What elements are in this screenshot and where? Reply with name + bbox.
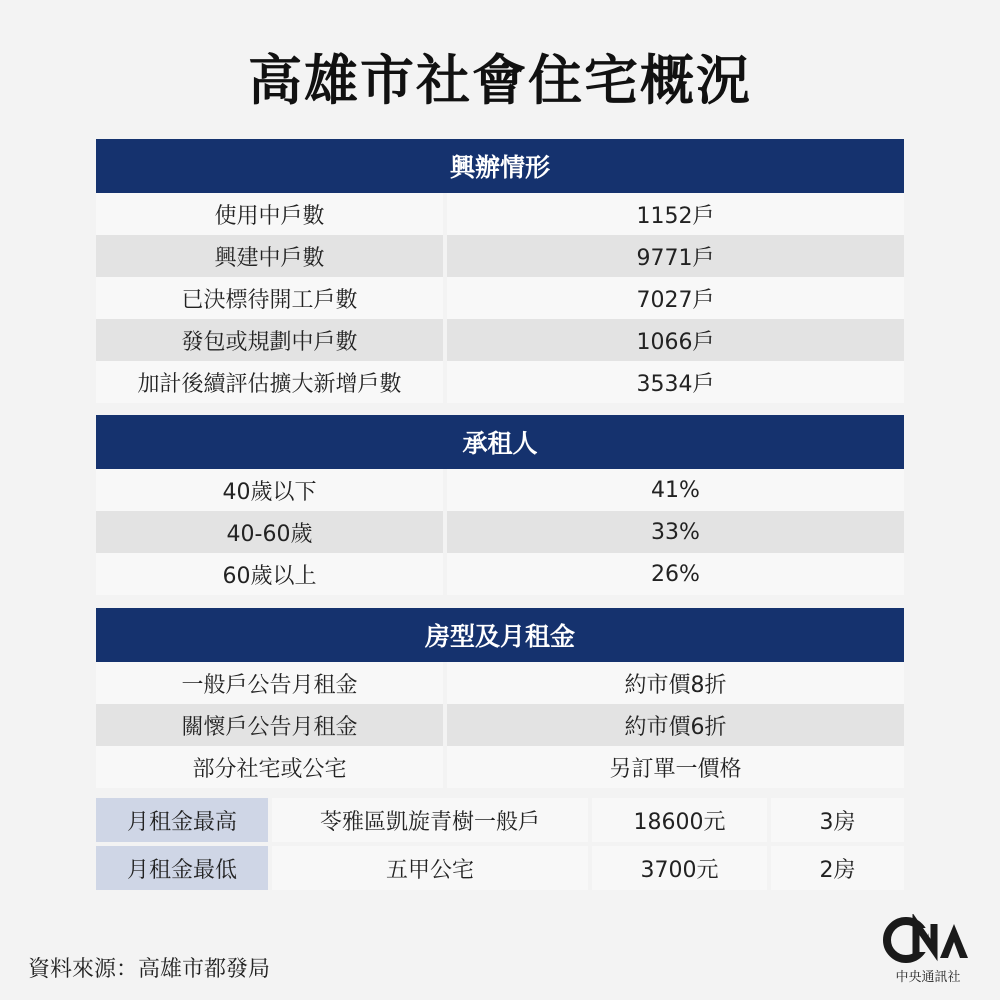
row-value: 7027戶 bbox=[447, 277, 904, 319]
row-value: 3534戶 bbox=[447, 361, 904, 403]
row-value: 約市價8折 bbox=[447, 662, 904, 704]
row-value: 41% bbox=[447, 469, 904, 511]
row-label: 部分社宅或公宅 bbox=[96, 746, 443, 788]
table-row bbox=[96, 662, 904, 704]
row-key: 月租金最低 bbox=[96, 846, 268, 890]
table-row bbox=[96, 193, 904, 235]
page-title: 高雄市社會住宅概況 bbox=[248, 49, 752, 112]
row-value: 1066戶 bbox=[447, 319, 904, 361]
row-label: 已決標待開工戶數 bbox=[96, 277, 443, 319]
housing-name: 五甲公宅 bbox=[272, 846, 588, 890]
table-row bbox=[96, 235, 904, 277]
row-label: 60歲以上 bbox=[96, 553, 443, 595]
table-row bbox=[96, 846, 904, 890]
room-count: 3房 bbox=[771, 798, 904, 842]
row-label: 加計後續評估擴大新增戶數 bbox=[96, 361, 443, 403]
row-key: 月租金最高 bbox=[96, 798, 268, 842]
row-label: 興建中戶數 bbox=[96, 235, 443, 277]
row-value: 33% bbox=[447, 511, 904, 553]
row-label: 40歲以下 bbox=[96, 469, 443, 511]
section-construction-status bbox=[96, 139, 904, 403]
table-row bbox=[96, 511, 904, 553]
section-heading: 承租人 bbox=[96, 415, 904, 469]
rent-price: 3700元 bbox=[592, 846, 767, 890]
section-heading: 房型及月租金 bbox=[96, 608, 904, 662]
table-row bbox=[96, 798, 904, 842]
row-value: 9771戶 bbox=[447, 235, 904, 277]
section-room-types-rent bbox=[96, 608, 904, 788]
table-row bbox=[96, 553, 904, 595]
table-row bbox=[96, 746, 904, 788]
table-row bbox=[96, 361, 904, 403]
table-row bbox=[96, 704, 904, 746]
row-label: 發包或規劃中戶數 bbox=[96, 319, 443, 361]
rent-extremes-table bbox=[96, 798, 904, 894]
table-row bbox=[96, 469, 904, 511]
row-value: 另訂單一價格 bbox=[447, 746, 904, 788]
source-note: 資料來源：高雄市都發局 bbox=[28, 957, 271, 982]
row-label: 一般戶公告月租金 bbox=[96, 662, 443, 704]
cna-logo-icon bbox=[882, 914, 974, 966]
row-value: 26% bbox=[447, 553, 904, 595]
row-label: 關懷戶公告月租金 bbox=[96, 704, 443, 746]
rent-price: 18600元 bbox=[592, 798, 767, 842]
cna-logo bbox=[882, 914, 974, 984]
table-row bbox=[96, 319, 904, 361]
table-row bbox=[96, 277, 904, 319]
room-count: 2房 bbox=[771, 846, 904, 890]
row-label: 40-60歲 bbox=[96, 511, 443, 553]
section-tenants bbox=[96, 415, 904, 595]
row-label: 使用中戶數 bbox=[96, 193, 443, 235]
logo-caption: 中央通訊社 bbox=[895, 970, 961, 985]
row-value: 約市價6折 bbox=[447, 704, 904, 746]
section-heading: 興辦情形 bbox=[96, 139, 904, 193]
housing-name: 苓雅區凱旋青樹一般戶 bbox=[272, 798, 588, 842]
row-value: 1152戶 bbox=[447, 193, 904, 235]
